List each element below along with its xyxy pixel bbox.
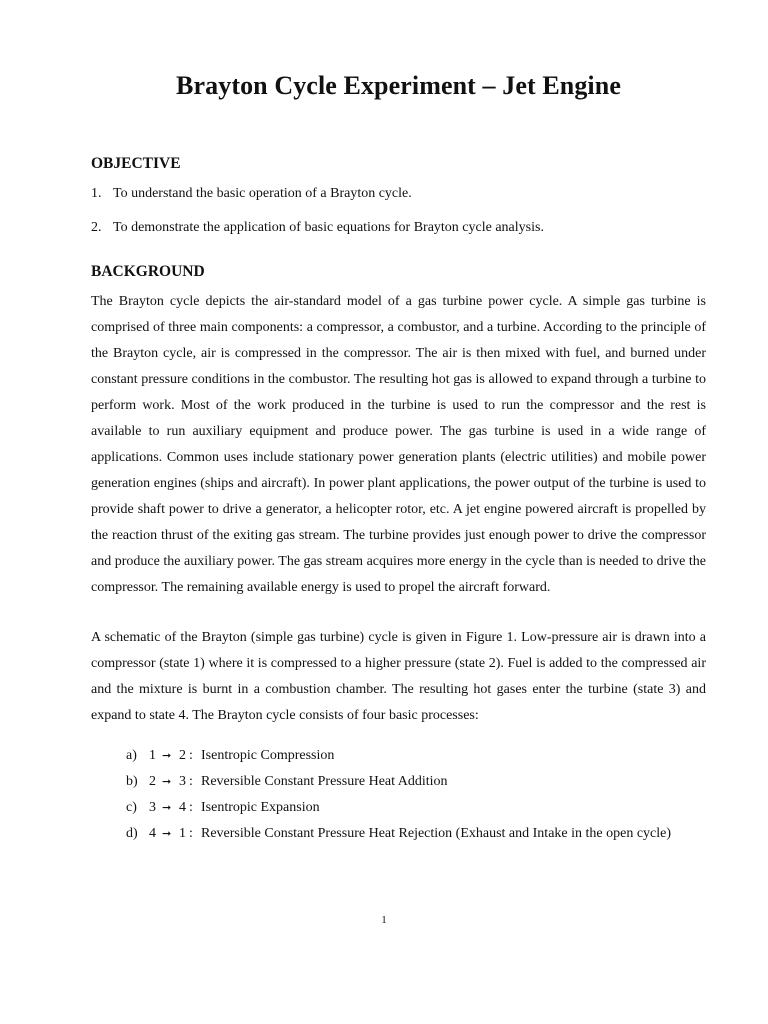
process-from-state: 1 [149, 748, 156, 763]
process-from-state: 2 [149, 774, 156, 789]
right-arrow-icon: ➞ [162, 776, 172, 788]
process-list [91, 743, 706, 847]
background-heading: BACKGROUND [91, 263, 205, 280]
objective-item-number: 1. [91, 186, 102, 201]
process-colon: : [189, 826, 193, 841]
objective-list [91, 184, 706, 238]
right-arrow-icon: ➞ [162, 828, 172, 840]
process-description: Isentropic Expansion [201, 800, 320, 815]
process-letter: b) [126, 774, 138, 789]
objective-item-number: 2. [91, 220, 102, 235]
process-letter: c) [126, 800, 137, 815]
objective-item-text: To understand the basic operation of a Brayton cycle. [113, 186, 412, 201]
process-colon: : [189, 748, 193, 763]
process-item [126, 821, 706, 847]
objective-item-text: To demonstrate the application of basic equations for Brayton cycle analysis. [113, 220, 544, 235]
process-letter: d) [126, 826, 138, 841]
objective-item [91, 184, 706, 204]
process-colon: : [189, 800, 193, 815]
schematic-paragraph: A schematic of the Brayton (simple gas turbine) cycle is given in Figure 1. Low-pressure air is drawn into a compressor (state 1) where it is compressed to a higher pressure (state 2). Fuel is added to the compressed air and the mixture is burnt in a combustion chamber. The resulting hot gases enter the turbine (state 3) and expand to state 4. The Brayton cycle consists of four basic processes: [91, 630, 706, 723]
process-item [126, 795, 706, 821]
process-description: Reversible Constant Pressure Heat Rejection (Exhaust and Intake in the open cycle) [201, 826, 672, 841]
process-to-state: 4 [179, 800, 186, 815]
process-letter: a) [126, 748, 137, 763]
process-description: Reversible Constant Pressure Heat Addition [201, 774, 448, 789]
right-arrow-icon: ➞ [162, 802, 172, 814]
process-item [126, 743, 706, 769]
process-colon: : [189, 774, 193, 789]
process-from-state: 3 [149, 800, 156, 815]
process-to-state: 1 [179, 826, 186, 841]
process-description: Isentropic Compression [201, 748, 335, 763]
right-arrow-icon: ➞ [162, 750, 172, 762]
process-to-state: 2 [179, 748, 186, 763]
background-paragraph: The Brayton cycle depicts the air-standard model of a gas turbine power cycle. A simple gas turbine is comprised of three main components: a compressor, a combustor, and a turbine. According to the principle of the Brayton cycle, air is compressed in the compressor. The air is then mixed with fuel, and burned under constant pressure conditions in the combustor. The resulting hot gas is allowed to expand through a turbine to perform work. Most of the work produced in the turbine is used to run the compressor and the rest is available to run auxiliary equipment and produce power. The gas turbine is used in a wide range of applications. Common uses include stationary power generation plants (electric utilities) and mobile power generation engines (ships and aircraft). In power plant applications, the power output of the turbine is used to provide shaft power to drive a generator, a helicopter rotor, etc. A jet engine powered aircraft is propelled by the reaction thrust of the exiting gas stream. The turbine provides just enough power to drive the compressor and produce the auxiliary power. The gas stream acquires more energy in the cycle than is needed to drive the compressor. The remaining available energy is used to propel the aircraft forward. [91, 294, 706, 595]
page-number: 1 [381, 914, 387, 926]
process-to-state: 3 [179, 774, 186, 789]
process-item [126, 769, 706, 795]
process-from-state: 4 [149, 826, 156, 841]
objective-heading: OBJECTIVE [91, 155, 181, 172]
document-title: Brayton Cycle Experiment – Jet Engine [176, 71, 621, 100]
objective-item [91, 218, 706, 238]
